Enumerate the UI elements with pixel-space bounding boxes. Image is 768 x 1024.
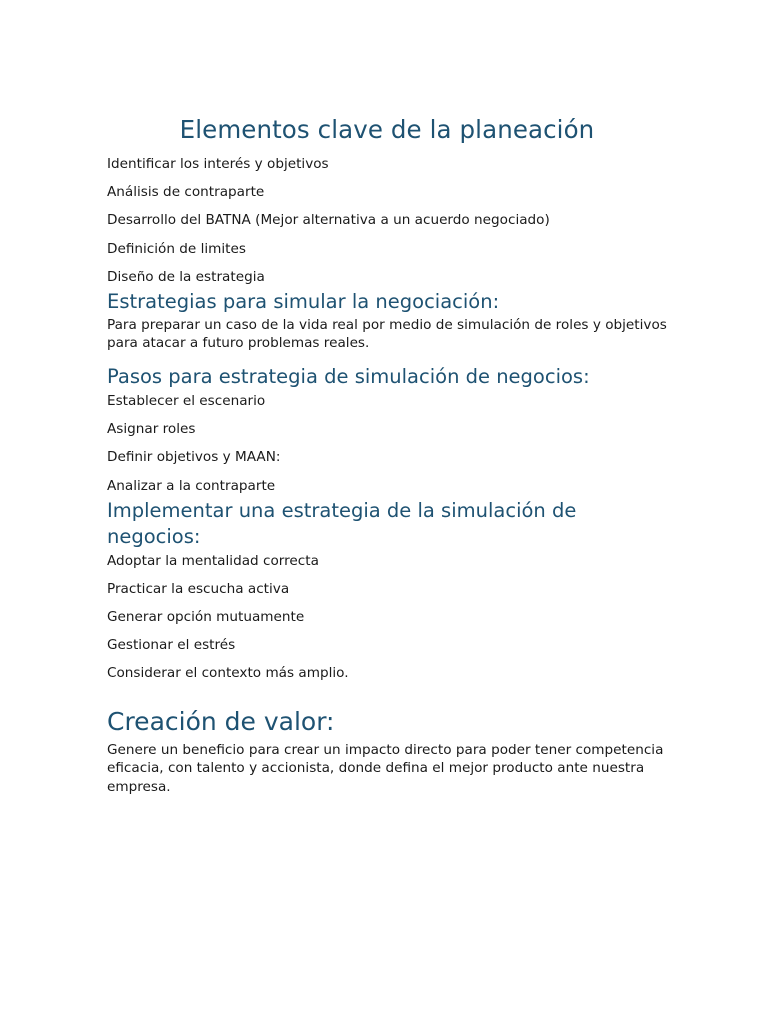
- list-item: Adoptar la mentalidad correcta: [107, 552, 319, 569]
- section-heading-steps: Pasos para estrategia de simulación de negocios:: [107, 364, 590, 388]
- list-item: Generar opción mutuamente: [107, 609, 305, 626]
- list-item: Establecer el escenario: [107, 392, 266, 409]
- list-item: Gestionar el estrés: [107, 637, 236, 654]
- list-item: Considerar el contexto más amplio.: [107, 665, 349, 682]
- document-title: Elementos clave de la planeación: [179, 115, 595, 144]
- document-page: [107, 112, 667, 796]
- strategies-paragraph: Para preparar un caso de la vida real por medio de simulación de roles y objetivos para atacar a futuro problemas reales.: [107, 316, 667, 352]
- list-item: Asignar roles: [107, 421, 196, 438]
- steps-list: [107, 392, 667, 505]
- value-creation-paragraph: Genere un beneficio para crear un impacto directo para poder tener competencia eficacia, con talento y accionista, donde defina el mejor producto ante nuestra empresa.: [107, 741, 664, 795]
- list-item: Definición de limites: [107, 240, 246, 257]
- section-heading-implement: Implementar una estrategia de la simulación de negocios:: [107, 498, 577, 548]
- list-item: Identificar los interés y objetivos: [107, 156, 329, 172]
- section-heading-value-creation: Creación de valor:: [107, 706, 335, 736]
- list-item: Practicar la escucha activa: [107, 580, 290, 597]
- list-item: Definir objetivos y MAAN:: [107, 449, 281, 466]
- list-item: Análisis de contraparte: [107, 184, 265, 201]
- implement-list: [107, 552, 667, 693]
- planning-elements-list: [107, 155, 667, 296]
- section-heading-strategies: Estrategias para simular la negociación:: [107, 289, 500, 313]
- list-item: Analizar a la contraparte: [107, 477, 276, 494]
- list-item: Diseño de la estrategia: [107, 268, 265, 285]
- list-item: Desarrollo del BATNA (Mejor alternativa a un acuerdo negociado): [107, 212, 550, 229]
